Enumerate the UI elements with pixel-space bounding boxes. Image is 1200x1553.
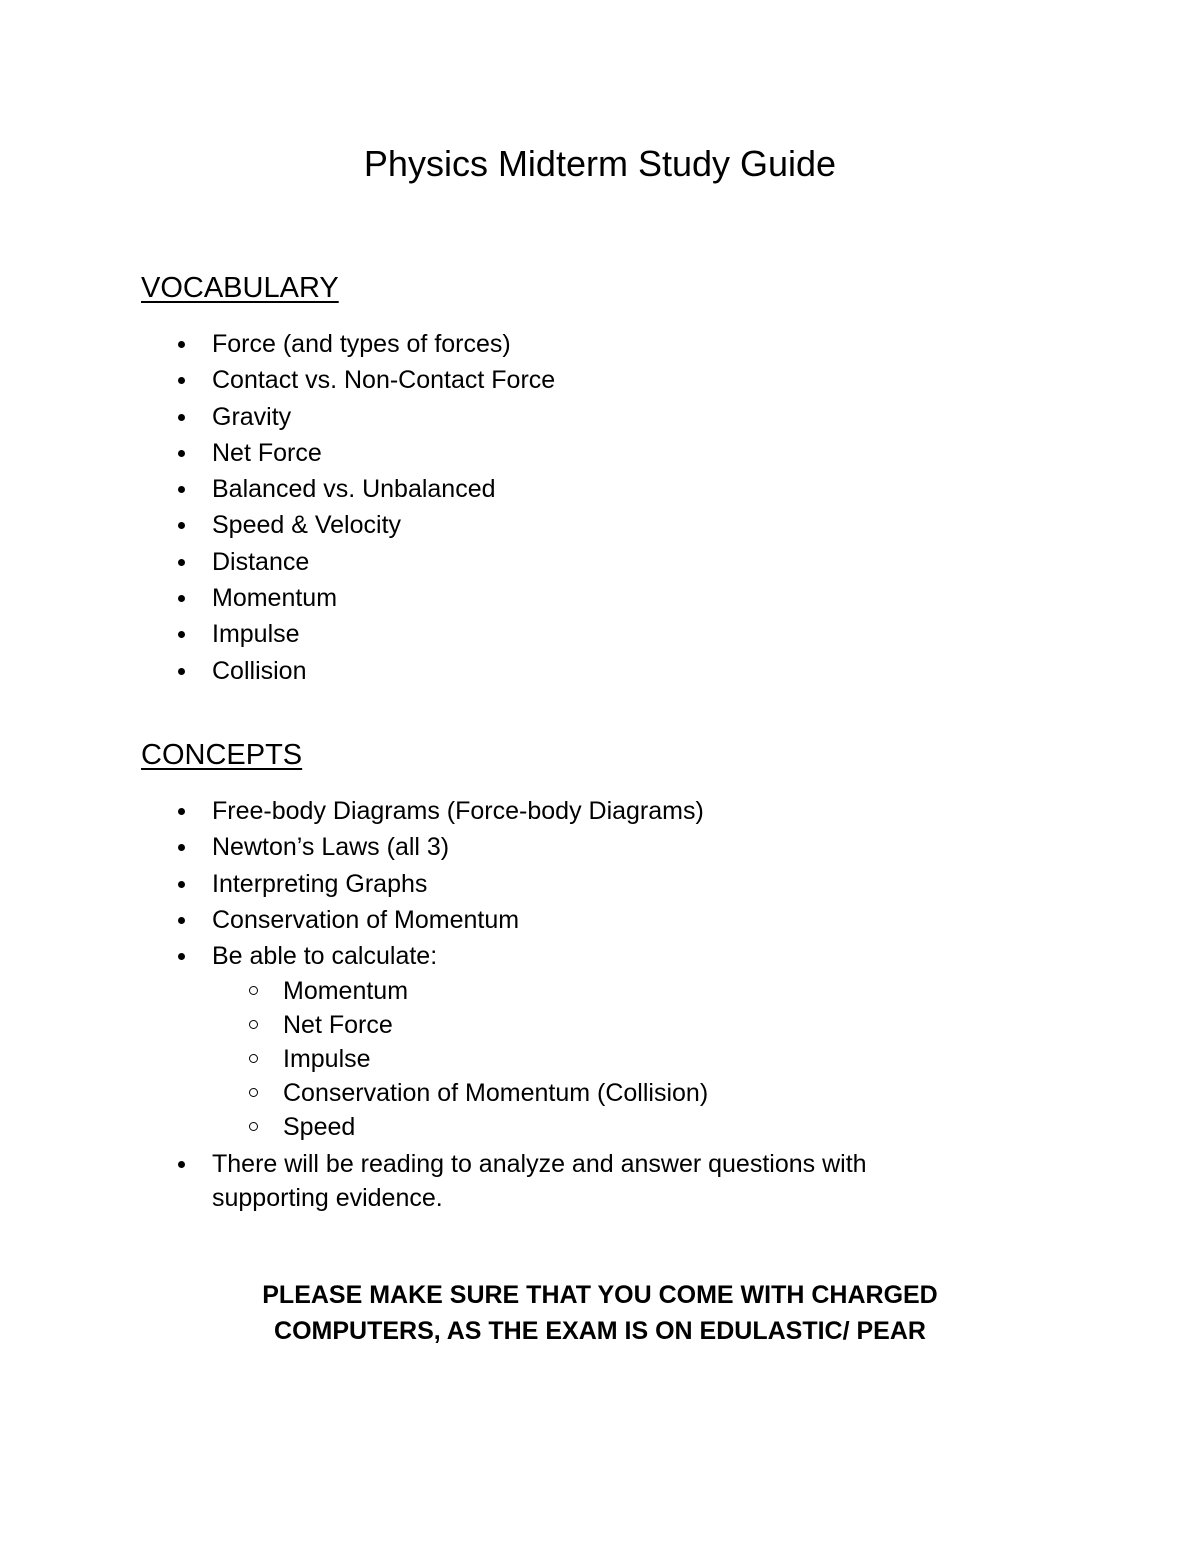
list-item-text: Gravity (212, 402, 292, 431)
bullet-icon (178, 917, 185, 924)
bullet-icon (178, 522, 185, 529)
circle-bullet-icon (249, 1122, 258, 1131)
list-item (0, 399, 972, 435)
exam-notice-line-1: PLEASE MAKE SURE THAT YOU COME WITH CHARGED (262, 1281, 938, 1309)
list-item (0, 471, 972, 507)
circle-bullet-icon (249, 1088, 258, 1097)
list-item-text: Free-body Diagrams (Force-body Diagrams) (212, 797, 704, 825)
list-item-text: Momentum (212, 584, 338, 613)
bullet-icon (178, 450, 185, 457)
vocabulary-heading: VOCABULARY (141, 272, 339, 304)
bullet-icon (178, 414, 185, 421)
bullet-icon (178, 668, 185, 675)
list-item-text: Impulse (212, 620, 300, 649)
list-item (0, 326, 972, 362)
list-item-text: There will be reading to analyze and answer questions with supporting evidence. (212, 1150, 867, 1213)
bullet-icon (178, 844, 185, 851)
exam-notice-line-2: COMPUTERS, AS THE EXAM IS ON EDULASTIC/ PEAR (274, 1317, 926, 1345)
list-item (0, 866, 972, 902)
sub-list-item-text: Net Force (283, 1011, 393, 1040)
bullet-icon (178, 595, 185, 602)
bullet-icon (178, 559, 185, 566)
list-item (0, 616, 972, 652)
sub-list-item (0, 974, 972, 1008)
list-item-text: Contact vs. Non-Contact Force (212, 366, 556, 395)
list-item (0, 938, 972, 974)
concepts-list (0, 793, 972, 1215)
sub-list-item-text: Impulse (283, 1045, 371, 1074)
list-item (0, 793, 972, 829)
circle-bullet-icon (249, 1020, 258, 1029)
bullet-icon (178, 881, 185, 888)
list-item (0, 435, 972, 471)
circle-bullet-icon (249, 1054, 258, 1063)
circle-bullet-icon (249, 986, 258, 995)
bullet-icon (178, 631, 185, 638)
bullet-icon (178, 1161, 185, 1168)
sub-list-item (0, 1076, 972, 1110)
sub-list-item-text: Speed (283, 1113, 356, 1142)
exam-notice (0, 1277, 1200, 1349)
list-item-text: Collision (212, 656, 307, 685)
list-item (0, 829, 972, 865)
list-item-text: Be able to calculate: (212, 942, 438, 971)
list-item-text: Net Force (212, 438, 322, 467)
list-item (0, 653, 972, 689)
calculate-sublist (0, 974, 972, 1144)
list-item-text: Interpreting Graphs (212, 869, 428, 898)
list-item-text: Force (and types of forces) (212, 330, 511, 358)
bullet-icon (178, 953, 185, 960)
list-item-text: Conservation of Momentum (212, 905, 520, 934)
list-item (0, 902, 972, 938)
list-item (0, 580, 972, 616)
list-item-text: Balanced vs. Unbalanced (212, 475, 496, 504)
sub-list-item (0, 1110, 972, 1144)
list-item-text: Distance (212, 547, 310, 576)
list-item (0, 1147, 972, 1215)
list-item (0, 507, 972, 543)
calculate-sublist-container (0, 974, 972, 1144)
page-title: Physics Midterm Study Guide (363, 143, 837, 184)
sub-list-item-text: Momentum (283, 977, 409, 1006)
sub-list-item (0, 1008, 972, 1042)
sub-list-item-text: Conservation of Momentum (Collision) (283, 1079, 709, 1108)
bullet-icon (178, 377, 185, 384)
list-item (0, 362, 972, 398)
list-item-text: Newton’s Laws (all 3) (212, 833, 450, 862)
concepts-heading: CONCEPTS (141, 739, 303, 771)
sub-list-item (0, 1042, 972, 1076)
vocabulary-list (0, 326, 972, 689)
bullet-icon (178, 808, 185, 815)
list-item-text: Speed & Velocity (212, 511, 402, 540)
list-item (0, 544, 972, 580)
bullet-icon (178, 486, 185, 493)
bullet-icon (178, 341, 185, 348)
